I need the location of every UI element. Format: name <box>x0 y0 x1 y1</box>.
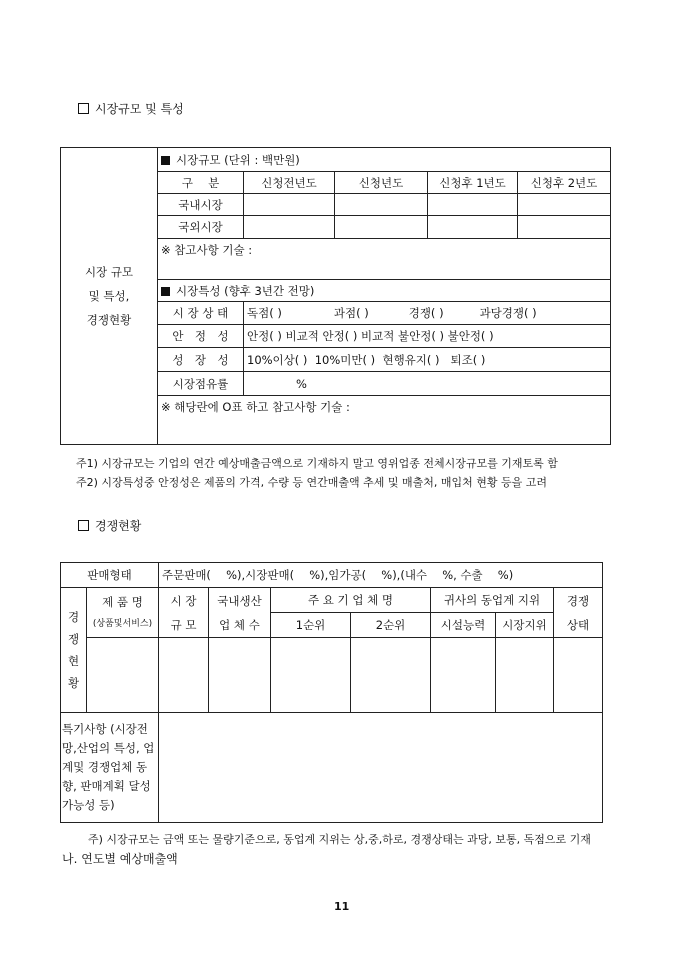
square-bullet-icon <box>161 156 170 165</box>
left-label: 시장 규모 및 특성, 경쟁현황 <box>61 148 158 445</box>
growth-options[interactable]: 10%이상( ) 10%미만( ) 현행유지( ) 퇴조( ) <box>244 348 611 372</box>
sales-type-value[interactable]: 주문판매( %),시장판매( %),임가공( %),(내수 %, 수출 %) <box>159 563 603 588</box>
section-title-market <box>78 100 184 117</box>
industry-position-header: 귀사의 동업계 지위 <box>431 588 554 613</box>
checkbox-icon <box>78 103 89 114</box>
cell[interactable] <box>244 216 335 239</box>
footnote-2: 주2) 시장특성중 안정성은 제품의 가격, 수량 등 연간매출액 추세 및 매출처, 매입처 현황 등을 고려 <box>76 476 548 489</box>
row-label: 안 정 성 <box>158 325 244 348</box>
special-notes-label: 특기사항 (시장전망,산업의 특성, 업계및 경쟁업체 동향, 판매계획 달성 가능성 등) <box>61 713 159 823</box>
section-title-competition: 경쟁현황 <box>78 517 141 534</box>
cell[interactable] <box>335 194 428 216</box>
footnote-competition: 주) 시장규모는 금액 또는 물량기준으로, 동업계 지위는 상,중,하로, 경쟁상태는 과당, 보통, 독점으로 기재 <box>88 833 591 846</box>
section-title-text: 시장규모 및 특성 <box>95 102 184 116</box>
cell[interactable] <box>209 638 271 713</box>
row-label: 성 장 성 <box>158 348 244 372</box>
cell[interactable] <box>271 638 351 713</box>
cell[interactable] <box>518 194 611 216</box>
cell[interactable] <box>554 638 603 713</box>
col-header: 신청년도 <box>335 172 428 194</box>
cell[interactable] <box>351 638 431 713</box>
row-label: 시장점유률 <box>158 372 244 396</box>
cell[interactable] <box>159 638 209 713</box>
market-char-note[interactable]: ※ 해당란에 O표 하고 참고사항 기술 : <box>158 396 611 445</box>
cell[interactable] <box>87 638 159 713</box>
market-size-header: 시장규모 (단위 : 백만원) <box>158 148 611 172</box>
market-size-note[interactable]: ※ 참고사항 기술 : <box>158 239 611 280</box>
market-share-value[interactable]: % <box>244 372 611 396</box>
market-position-header: 시장지위 <box>496 613 554 638</box>
stability-options[interactable]: 안정( ) 비교적 안정( ) 비교적 불안정( ) 불안정( ) <box>244 325 611 348</box>
market-state-options[interactable]: 독점( ) 과점( ) 경쟁( ) 과당경쟁( ) <box>244 302 611 325</box>
row-label: 국외시장 <box>158 216 244 239</box>
cell[interactable] <box>335 216 428 239</box>
competition-state-header: 경쟁 상태 <box>554 588 603 638</box>
row-label: 국내시장 <box>158 194 244 216</box>
cell[interactable] <box>428 194 518 216</box>
row-label: 시 장 상 태 <box>158 302 244 325</box>
next-heading: 나. 연도별 예상매출액 <box>62 852 178 866</box>
square-bullet-icon <box>161 287 170 296</box>
page-number: 11 <box>334 900 350 913</box>
cell[interactable] <box>518 216 611 239</box>
col-header: 신청후 1년도 <box>428 172 518 194</box>
competition-table <box>60 562 603 823</box>
col-header: 구 분 <box>158 172 244 194</box>
rank2-header: 2순위 <box>351 613 431 638</box>
competition-vertical-label: 경쟁현황 <box>61 588 87 713</box>
domestic-producers-header: 국내생산 업 체 수 <box>209 588 271 638</box>
col-header: 신청전년도 <box>244 172 335 194</box>
major-companies-header: 주 요 기 업 체 명 <box>271 588 431 613</box>
cell[interactable] <box>496 638 554 713</box>
sales-type-label: 판매형태 <box>61 563 159 588</box>
market-char-header: 시장특성 (향후 3년간 전망) <box>158 280 611 302</box>
cell[interactable] <box>431 638 496 713</box>
col-header: 신청후 2년도 <box>518 172 611 194</box>
rank1-header: 1순위 <box>271 613 351 638</box>
market-size-header: 시 장 규 모 <box>159 588 209 638</box>
market-table <box>60 147 611 445</box>
product-header: 제 품 명 (상품및서비스) <box>87 588 159 638</box>
cell[interactable] <box>428 216 518 239</box>
footnote-1: 주1) 시장규모는 기업의 연간 예상매출금액으로 기재하지 말고 영위업종 전체시장규모를 기재토록 함 <box>76 457 558 470</box>
cell[interactable] <box>244 194 335 216</box>
facility-header: 시설능력 <box>431 613 496 638</box>
checkbox-icon <box>78 520 89 531</box>
special-notes-cell[interactable] <box>159 713 603 823</box>
